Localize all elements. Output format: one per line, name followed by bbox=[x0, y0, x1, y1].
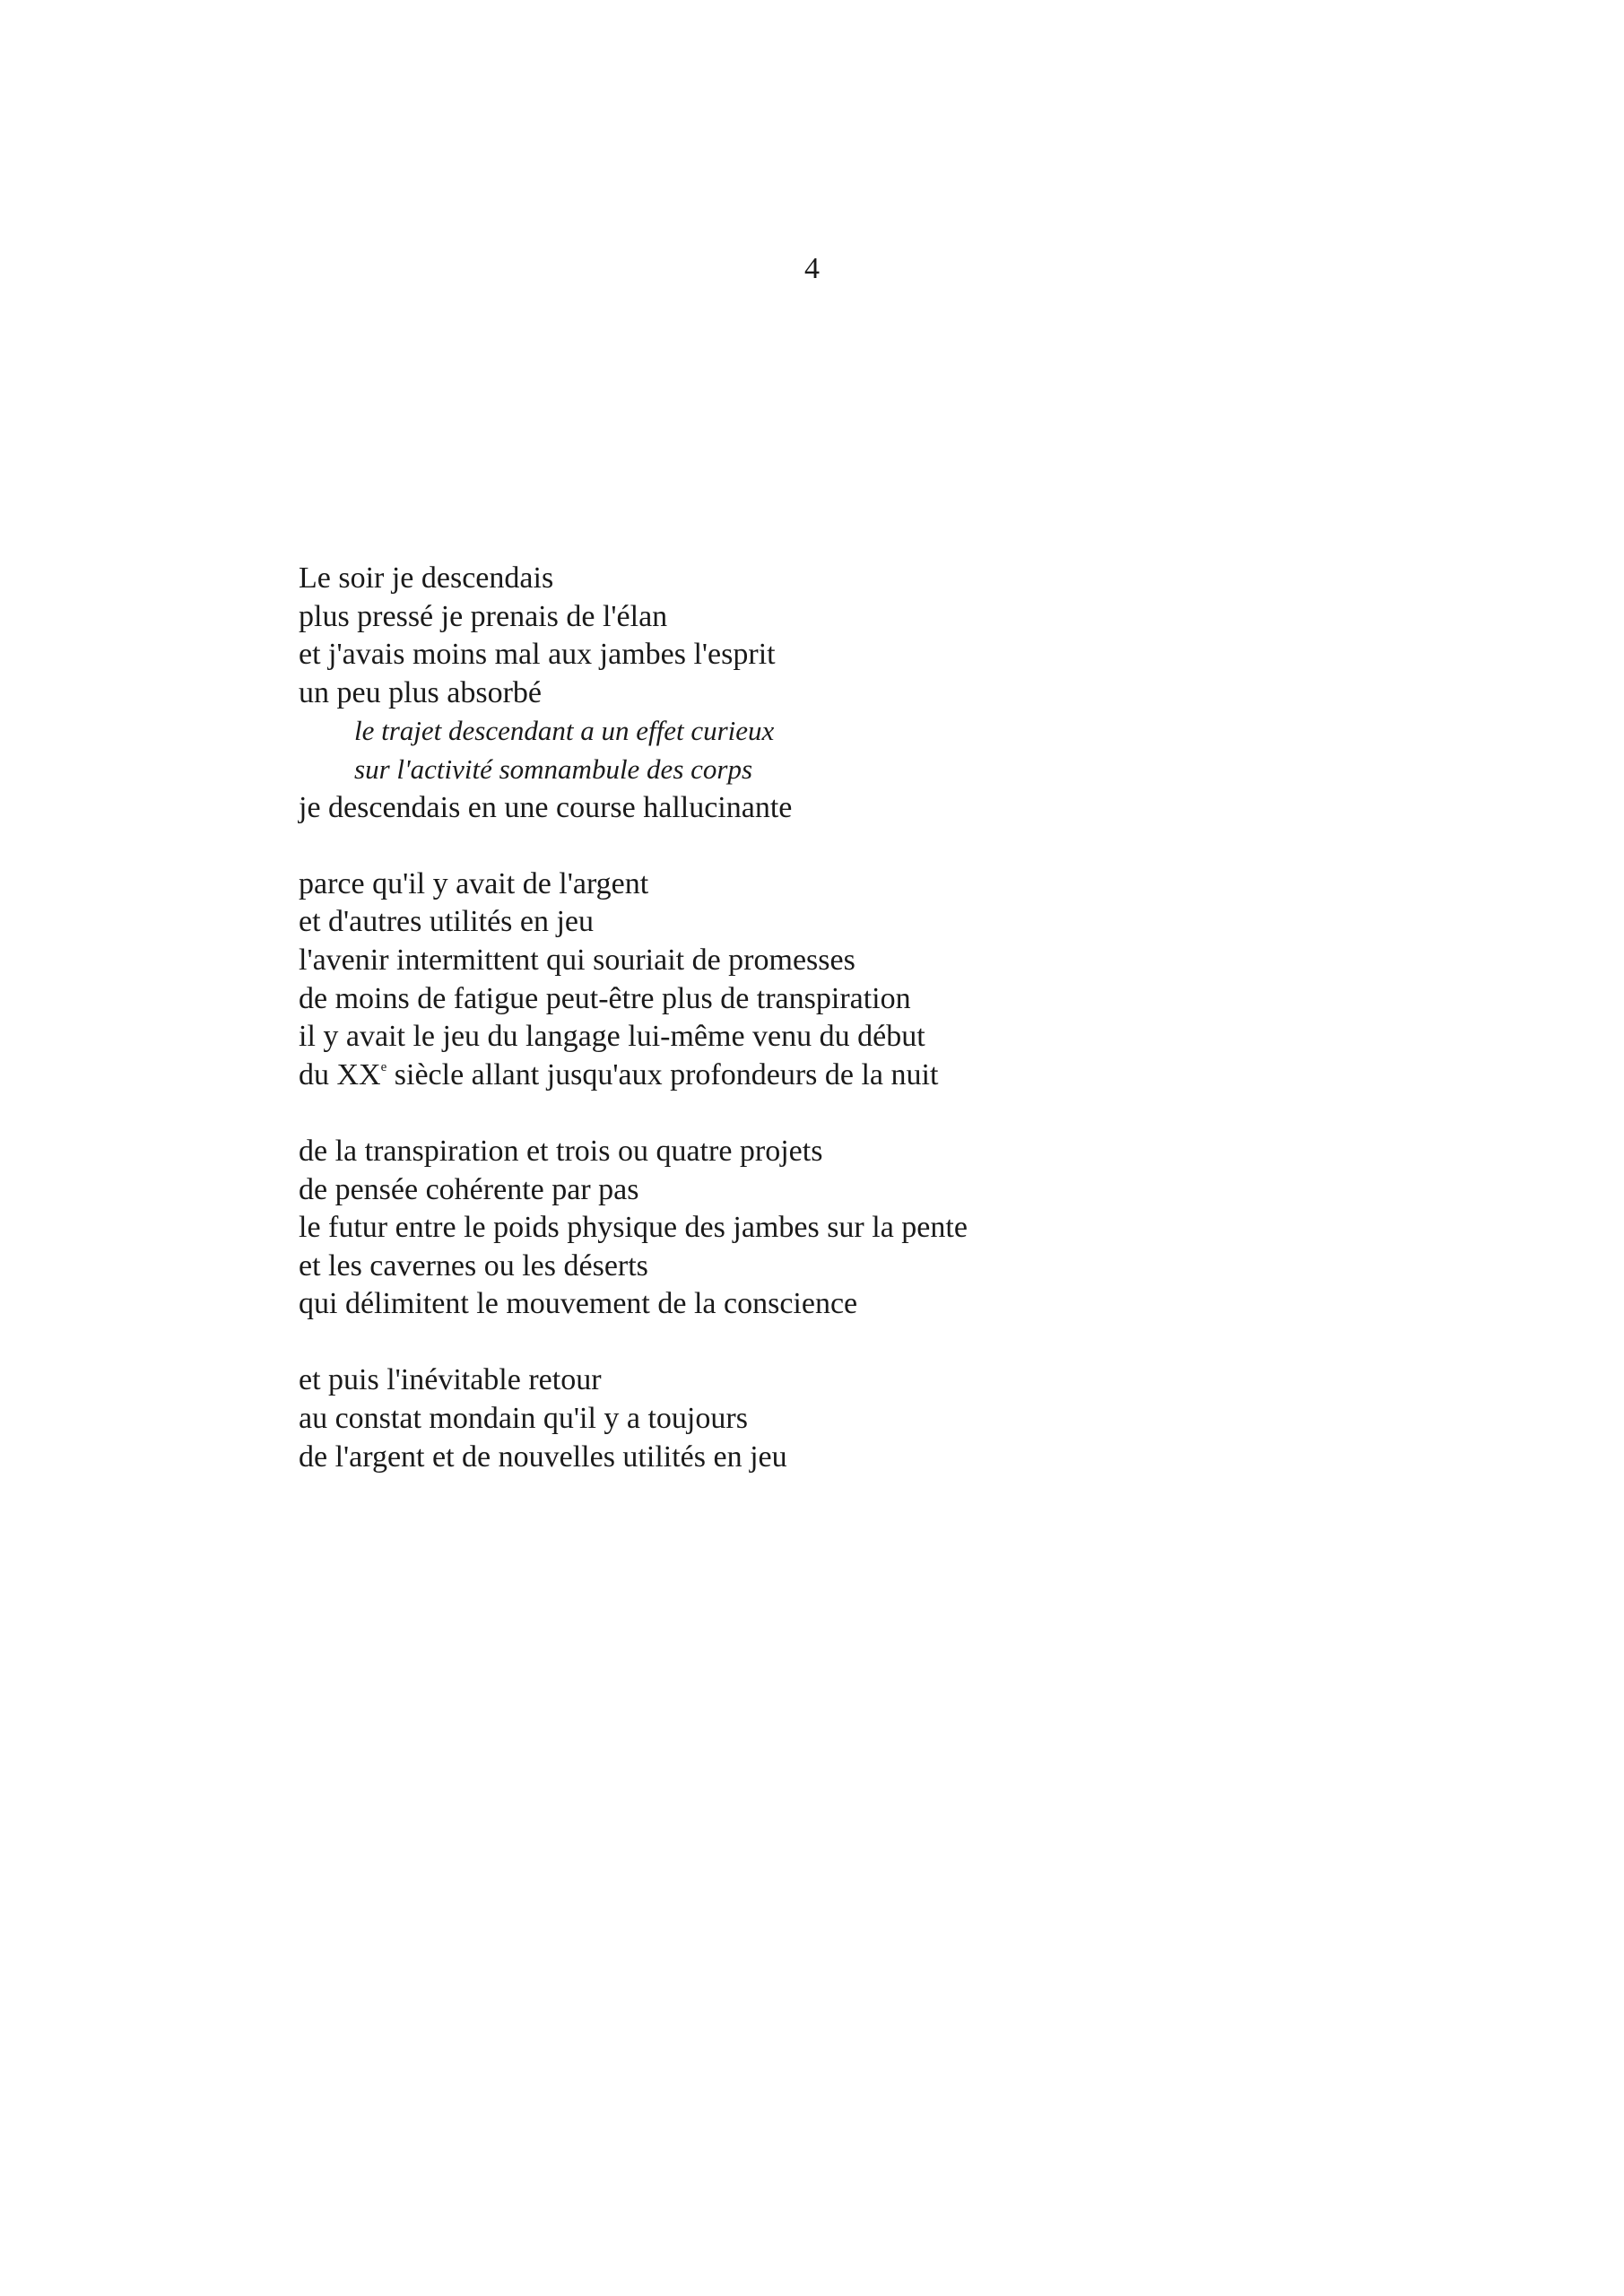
poem-line bbox=[299, 1057, 1375, 1095]
page-number: 4 bbox=[804, 252, 820, 285]
poem-line-start: du XX bbox=[299, 1057, 381, 1091]
poem-line: le futur entre le poids physique des jambes sur la pente bbox=[299, 1211, 968, 1245]
stanza-gap bbox=[299, 1324, 1375, 1362]
poem-line: et puis l'inévitable retour bbox=[299, 1363, 602, 1397]
poem-line: parce qu'il y avait de l'argent bbox=[299, 866, 649, 900]
poem-line: plus pressé je prenais de l'élan bbox=[299, 599, 668, 633]
poem-line: de pensée cohérente par pas bbox=[299, 1172, 639, 1206]
poem-line: Le soir je descendais bbox=[299, 561, 554, 595]
poem-line: et les cavernes ou les déserts bbox=[299, 1248, 648, 1283]
poem-line: et j'avais moins mal aux jambes l'esprit bbox=[299, 638, 776, 672]
poem-line: un peu plus absorbé bbox=[299, 675, 543, 709]
poem-line: au constat mondain qu'il y a toujours bbox=[299, 1402, 748, 1436]
poem-line: de la transpiration et trois ou quatre projets bbox=[299, 1134, 823, 1168]
stanza-gap bbox=[299, 1094, 1375, 1133]
stanza-3 bbox=[299, 1133, 1375, 1324]
poem bbox=[299, 560, 1375, 1476]
poem-line: il y avait le jeu du langage lui-même venu du début bbox=[299, 1020, 925, 1054]
poem-line: je descendais en une course hallucinante bbox=[299, 790, 793, 824]
poem-line-italic: le trajet descendant a un effet curieux bbox=[354, 715, 775, 747]
stanza-4 bbox=[299, 1361, 1375, 1476]
poem-line: de l'argent et de nouvelles utilités en jeu bbox=[299, 1439, 787, 1474]
poem-line: qui délimitent le mouvement de la conscience bbox=[299, 1287, 858, 1321]
poem-line-end: siècle allant jusqu'aux profondeurs de la nuit bbox=[386, 1057, 939, 1091]
poem-line-italic: sur l'activité somnambule des corps bbox=[354, 752, 753, 785]
stanza-1 bbox=[299, 560, 1375, 827]
stanza-gap bbox=[299, 827, 1375, 865]
poem-line: et d'autres utilités en jeu bbox=[299, 905, 595, 939]
poem-line: l'avenir intermittent qui souriait de promesses bbox=[299, 943, 855, 977]
poem-line: de moins de fatigue peut-être plus de transpiration bbox=[299, 981, 911, 1015]
superscript: e bbox=[380, 1059, 387, 1074]
stanza-2 bbox=[299, 865, 1375, 1095]
